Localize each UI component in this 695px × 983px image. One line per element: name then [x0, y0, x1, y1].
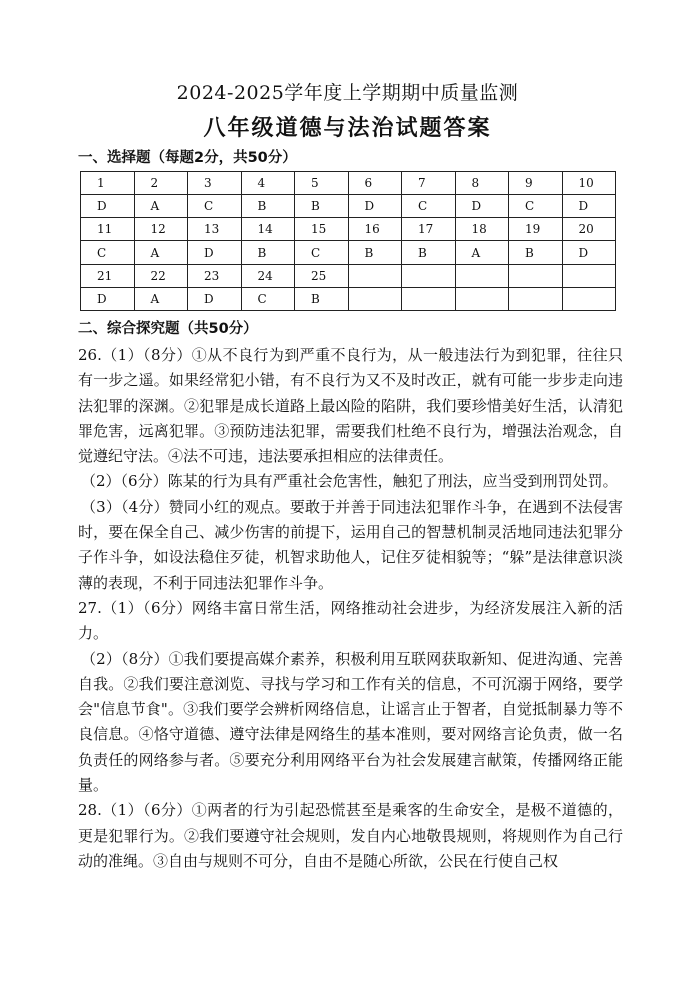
table-cell: D — [81, 287, 135, 310]
table-row — [81, 287, 616, 310]
table-cell — [348, 287, 402, 310]
table-cell: 9 — [509, 172, 563, 195]
table-cell: 23 — [188, 264, 242, 287]
table-cell: 10 — [562, 172, 616, 195]
answer-paragraph-27-2: （2）（8分）①我们要提高媒介素养，积极利用互联网获取新知、促进沟通、完善自我。②我们要注意浏览、寻找与学习和工作有关的信息，不可沉溺于网络，要学会"信息节食"。③我们要学会辨析网络信息，让谣言止于智者，自觉抵制暴力等不良信息。④恪守道德、遵守法律是网络生的基本准则，要对网络言论负责，做一名负责任的网络参与者。⑤要充分利用网络平台为社会发展建言献策，传播网络正能量。 — [78, 649, 623, 795]
table-cell: 16 — [348, 218, 402, 241]
table-cell: A — [134, 241, 188, 264]
table-cell: B — [348, 241, 402, 264]
table-cell — [455, 264, 509, 287]
table-cell: A — [134, 195, 188, 218]
table-cell: 18 — [455, 218, 509, 241]
table-cell: C — [402, 195, 456, 218]
table-cell: 12 — [134, 218, 188, 241]
table-cell: 14 — [241, 218, 295, 241]
table-cell: 24 — [241, 264, 295, 287]
table-cell: A — [455, 241, 509, 264]
answer-table — [80, 171, 616, 311]
table-cell: 13 — [188, 218, 242, 241]
answer-body — [78, 343, 623, 874]
table-cell: C — [509, 195, 563, 218]
table-cell — [455, 287, 509, 310]
table-cell: 11 — [81, 218, 135, 241]
table-cell — [402, 264, 456, 287]
table-cell: B — [295, 287, 349, 310]
answer-paragraph-27-1: 27.（1）（6分）网络丰富日常生活，网络推动社会进步，为经济发展注入新的活力。 — [78, 598, 623, 643]
table-cell: 4 — [241, 172, 295, 195]
table-cell: A — [134, 287, 188, 310]
table-cell — [509, 287, 563, 310]
table-cell: D — [348, 195, 402, 218]
table-cell: 15 — [295, 218, 349, 241]
table-cell: C — [241, 287, 295, 310]
table-cell — [509, 264, 563, 287]
table-cell: 20 — [562, 218, 616, 241]
table-cell: D — [188, 287, 242, 310]
table-cell: D — [188, 241, 242, 264]
table-cell: B — [241, 241, 295, 264]
table-cell: D — [81, 195, 135, 218]
table-cell: 25 — [295, 264, 349, 287]
answer-paragraph-26-1: 26.（1）（8分）①从不良行为到严重不良行为，从一般违法行为到犯罪，往往只有一步之遥。如果经常犯小错，有不良行为又不及时改正，就有可能一步步走向违法犯罪的深渊。②犯罪是成长道路上最凶险的陷阱，我们要珍惜美好生活，认清犯罪危害，远离犯罪。③预防违法犯罪，需要我们杜绝不良行为，增强法治观念，自觉遵纪守法。④法不可违，违法要承担相应的法律责任。 — [78, 346, 623, 466]
table-cell: C — [188, 195, 242, 218]
table-cell: 5 — [295, 172, 349, 195]
table-cell: 3 — [188, 172, 242, 195]
section-heading-multiple-choice: 一、选择题（每题2分，共50分） — [78, 150, 297, 166]
table-cell: B — [402, 241, 456, 264]
table-cell: 2 — [134, 172, 188, 195]
table-row — [81, 218, 616, 241]
table-cell: D — [455, 195, 509, 218]
table-cell: 6 — [348, 172, 402, 195]
table-cell: D — [562, 241, 616, 264]
section-heading-essay: 二、综合探究题（共50分） — [78, 321, 258, 337]
table-cell: 7 — [402, 172, 456, 195]
table-cell — [562, 264, 616, 287]
table-cell: 8 — [455, 172, 509, 195]
table-row — [81, 264, 616, 287]
table-cell: 21 — [81, 264, 135, 287]
table-cell: B — [295, 195, 349, 218]
table-cell: C — [295, 241, 349, 264]
answer-paragraph-28-1: 28.（1）（6分）①两者的行为引起恐慌甚至是乘客的生命安全，是极不道德的，更是犯罪行为。②我们要遵守社会规则，发自内心地敬畏规则，将规则作为自己行动的准绳。③自由与规则不可分，自由不是随心所欲，公民在行使自己权 — [78, 801, 623, 870]
table-cell — [562, 287, 616, 310]
table-row — [81, 241, 616, 264]
table-row — [81, 195, 616, 218]
table-row — [81, 172, 616, 195]
table-cell — [348, 264, 402, 287]
table-cell: 17 — [402, 218, 456, 241]
answer-paragraph-26-2: （2）（6分）陈某的行为具有严重社会危害性，触犯了刑法，应当受到刑罚处罚。 — [81, 472, 618, 491]
table-cell: C — [81, 241, 135, 264]
table-cell: B — [509, 241, 563, 264]
table-cell: B — [241, 195, 295, 218]
exam-title: 2024-2025学年度上学期期中质量监测 — [176, 82, 519, 104]
table-cell: D — [562, 195, 616, 218]
table-cell: 19 — [509, 218, 563, 241]
table-cell — [402, 287, 456, 310]
answer-key-title: 八年级道德与法治试题答案 — [203, 116, 492, 141]
answer-paragraph-26-3: （3）（4分）赞同小红的观点。要敢于并善于同违法犯罪作斗争，在遇到不法侵害时，要在保全自己、减少伤害的前提下，运用自己的智慧机制灵活地同违法犯罪分子作斗争，如设法稳住歹徒，机智求助他人，记住歹徒相貌等；“躲”是法律意识淡薄的表现，不利于同违法犯罪作斗争。 — [78, 497, 623, 592]
table-cell: 22 — [134, 264, 188, 287]
table-cell: 1 — [81, 172, 135, 195]
